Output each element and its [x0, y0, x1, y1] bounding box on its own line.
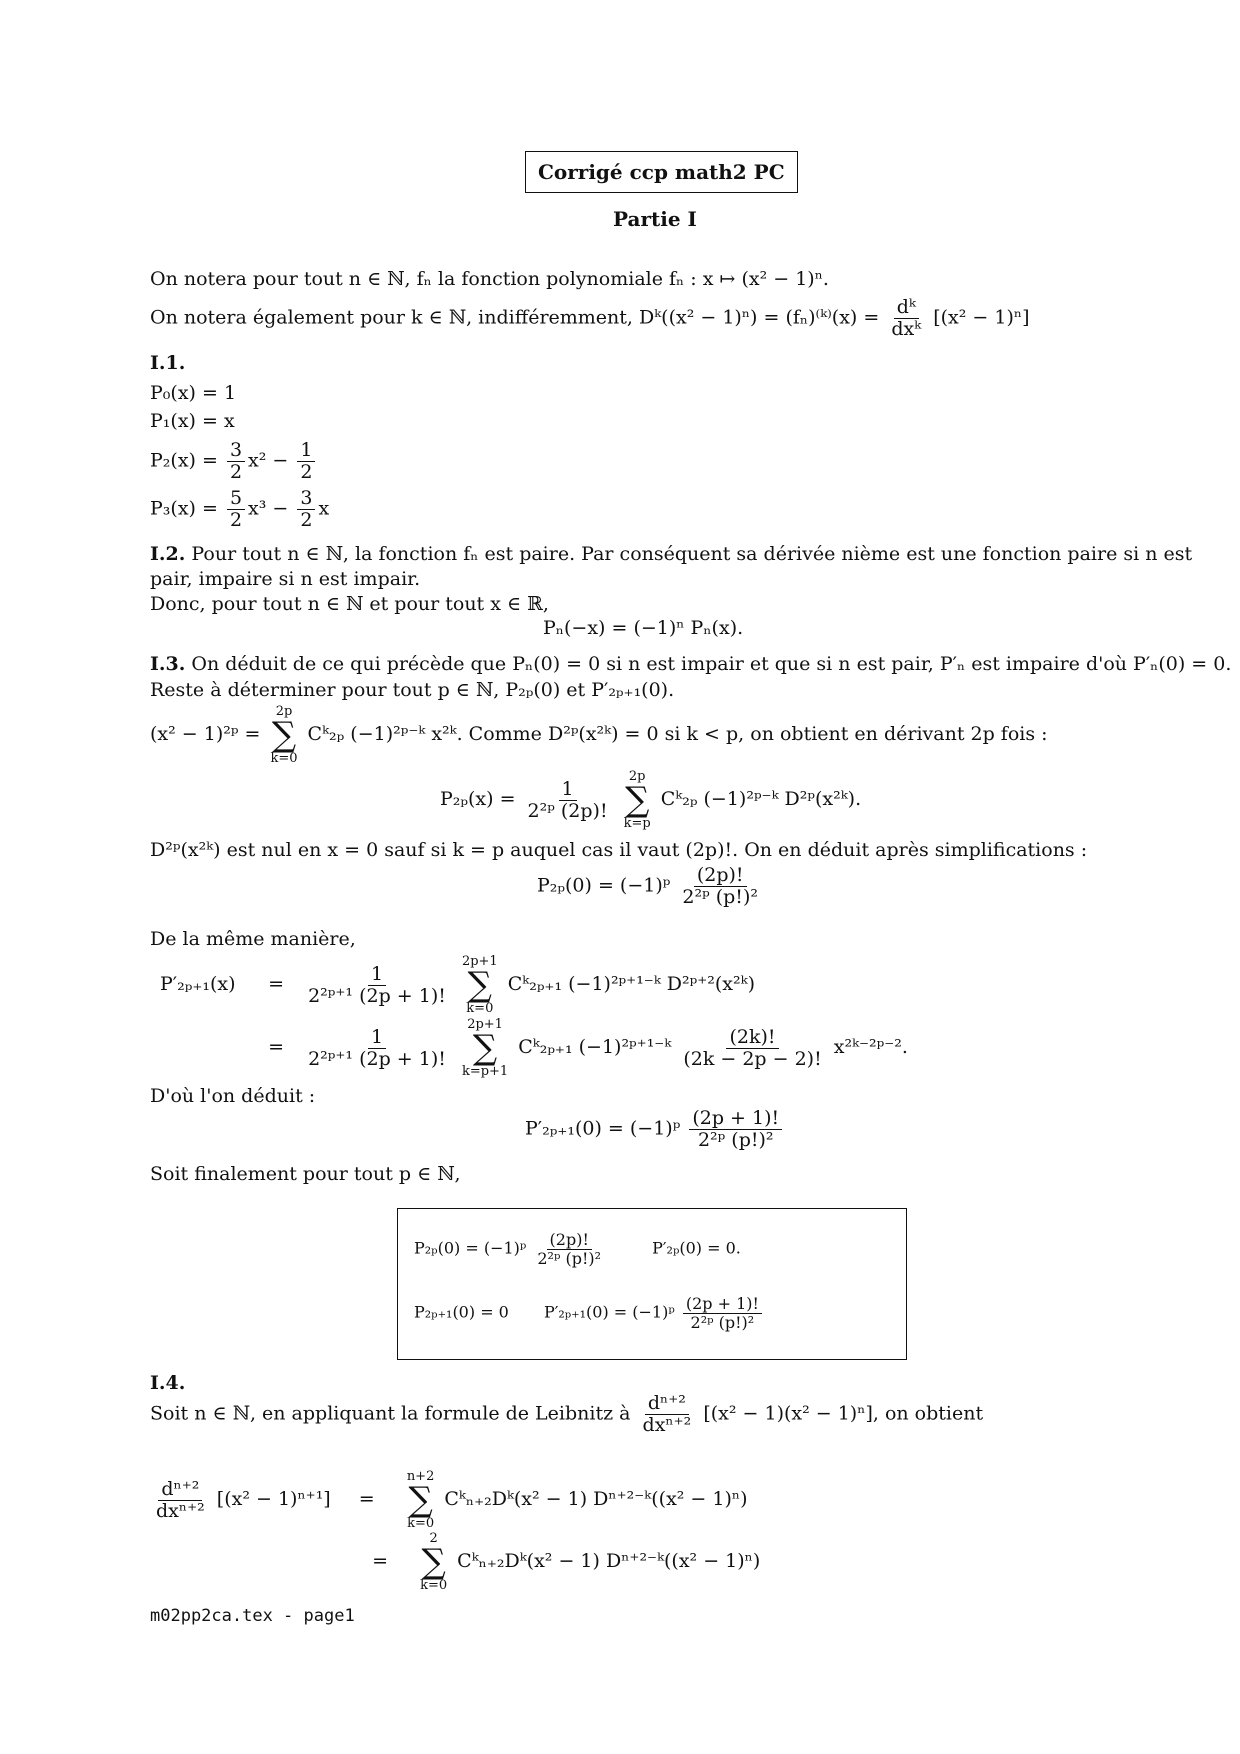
p3-label: P₃(x) =	[150, 497, 218, 520]
derivative-fraction: $\frac{\text{dᵏ}}{\text{dxᵏ}}$	[891, 296, 922, 340]
intro-line-2-end: [(x² − 1)ⁿ]	[933, 306, 1030, 329]
derivative-line-1: P′₂ₚ₊₁(x) = $\frac{1}{\text{2²ᵖ⁺¹ (2p + 1)!}}$ 2p+1 ∑ k=0 Cᵏ₂ₚ₊₁ (−1)²ᵖ⁺¹⁻ᵏ D²ᵖ⁺²(x²ᵏ)	[160, 954, 755, 1016]
I2-text-1: Pour tout n ∈ ℕ, la fonction fₙ est paire. Par conséquent sa dérivée nième est une fonction paire si n est	[191, 543, 1193, 565]
I2-text-2: pair, impaire si n est impair.	[150, 568, 421, 590]
p2p-zero-formula: P₂ₚ(0) = (−1)ᵖ $\frac{(2p)!}{\text{2²ᵖ (p!)²}}$	[537, 864, 758, 908]
p0-formula: P₀(x) = 1	[150, 382, 237, 404]
p2p1-prime-zero-formula: P′₂ₚ₊₁(0) = (−1)ᵖ $\frac{(2p + 1)!}{\text{2²ᵖ (p!)²}}$	[525, 1108, 785, 1151]
I2-line-1	[150, 543, 1192, 565]
I4-text-1: Soit n ∈ ℕ, en appliquant la formule de Leibnitz à	[150, 1402, 631, 1425]
heading-I2: I.2.	[150, 543, 186, 565]
expansion-suffix: . Comme D²ᵖ(x²ᵏ) = 0 si k < p, on obtient en dérivant 2p fois :	[456, 723, 1048, 745]
parity-formula: Pₙ(−x) = (−1)ⁿ Pₙ(x).	[543, 617, 744, 639]
intro-line-2-text: On notera également pour k ∈ ℕ, indifféremment, Dᵏ((x² − 1)ⁿ) = (fₙ)⁽ᵏ⁾(x) =	[150, 306, 880, 329]
p1-formula: P₁(x) = x	[150, 410, 235, 432]
section-title: Partie I	[613, 207, 697, 231]
page-footer: m02pp2ca.tex - page1	[150, 1606, 355, 1626]
intro-line-1: On notera pour tout n ∈ ℕ, fₙ la fonction polynomiale fₙ : x ↦ (x² − 1)ⁿ.	[150, 268, 829, 290]
derivative-line-2: = $\frac{1}{\text{2²ᵖ⁺¹ (2p + 1)!}}$ 2p+1 ∑ k=p+1 Cᵏ₂ₚ₊₁ (−1)²ᵖ⁺¹⁻ᵏ $\frac{(2k)!}{(2k - 2p - 2)!}$ x²ᵏ⁻²ᵖ⁻².	[268, 1017, 908, 1079]
result-odd: P₂ₚ₊₁(0) = 0 P′₂ₚ₊₁(0) = (−1)ᵖ $\frac{(2p + 1)!}{\text{2²ᵖ (p!)²}}$	[414, 1295, 765, 1331]
result-even: P₂ₚ(0) = (−1)ᵖ $\frac{(2p)!}{\text{2²ᵖ (p!)²}}$ P′₂ₚ(0) = 0.	[414, 1230, 741, 1268]
I3-text-2: Reste à déterminer pour tout p ∈ ℕ, P₂ₚ(0) et P′₂ₚ₊₁(0).	[150, 679, 675, 701]
p2-label: P₂(x) =	[150, 449, 218, 472]
I3-line-1	[150, 653, 1231, 675]
p2-formula: P₂(x) = $\frac{3}{2}$ x² − $\frac{1}{2}$	[150, 440, 318, 483]
leibnitz-line-2: = 2 ∑ k=0 Cᵏₙ₊₂Dᵏ(x² − 1) Dⁿ⁺²⁻ᵏ((x² − 1)ⁿ)	[372, 1531, 761, 1593]
leibnitz-line-1: $\frac{\text{dⁿ⁺²}}{\text{dxⁿ⁺²}}$ [(x² − 1)ⁿ⁺¹] = n+2 ∑ k=0 Cᵏₙ₊₂Dᵏ(x² − 1) Dⁿ⁺²⁻ᵏ((x² − 1)ⁿ)	[156, 1469, 748, 1531]
heading-I1: I.1.	[150, 352, 186, 374]
I3-text-1: On déduit de ce qui précède que Pₙ(0) = 0 si n est impair et que si n est pair, P′ₙ est impaire d'où P′ₙ(0) = 0.	[191, 653, 1232, 675]
I4-line-1: Soit n ∈ ℕ, en appliquant la formule de Leibnitz à $\frac{\text{dⁿ⁺²}}{\text{dxⁿ⁺²}}$ [(x² − 1)(x² − 1)ⁿ], on obtient	[150, 1392, 984, 1436]
I3-text-5: D'où l'on déduit :	[150, 1085, 316, 1107]
heading-I3: I.3.	[150, 653, 186, 675]
intro-line-2	[150, 297, 1030, 340]
I4-text-1-end: , on obtient	[872, 1402, 984, 1425]
heading-I4: I.4.	[150, 1372, 186, 1394]
I3-text-6: Soit finalement pour tout p ∈ ℕ,	[150, 1163, 461, 1185]
I2-text-3: Donc, pour tout n ∈ ℕ et pour tout x ∈ ℝ,	[150, 593, 549, 615]
page-title: Corrigé ccp math2 PC	[525, 151, 798, 193]
expansion-line: (x² − 1)²ᵖ = 2p ∑ k=0 Cᵏ₂ₚ (−1)²ᵖ⁻ᵏ x²ᵏ. Comme D²ᵖ(x²ᵏ) = 0 si k < p, on obtient en dérivant 2p fois :	[150, 704, 1048, 766]
p3-formula: P₃(x) = $\frac{5}{2}$ x³ − $\frac{3}{2}$ x	[150, 487, 330, 531]
I3-text-3: D²ᵖ(x²ᵏ) est nul en x = 0 sauf si k = p auquel cas il vaut (2p)!. On en déduit après simplifications :	[150, 839, 1088, 861]
p2p-derivative-formula: P₂ₚ(x) = $\frac{1}{\text{2²ᵖ (2p)!}}$ 2p ∑ k=p Cᵏ₂ₚ (−1)²ᵖ⁻ᵏ D²ᵖ(x²ᵏ).	[440, 769, 862, 831]
result-box	[397, 1208, 907, 1360]
I3-text-4: De la même manière,	[150, 928, 356, 950]
